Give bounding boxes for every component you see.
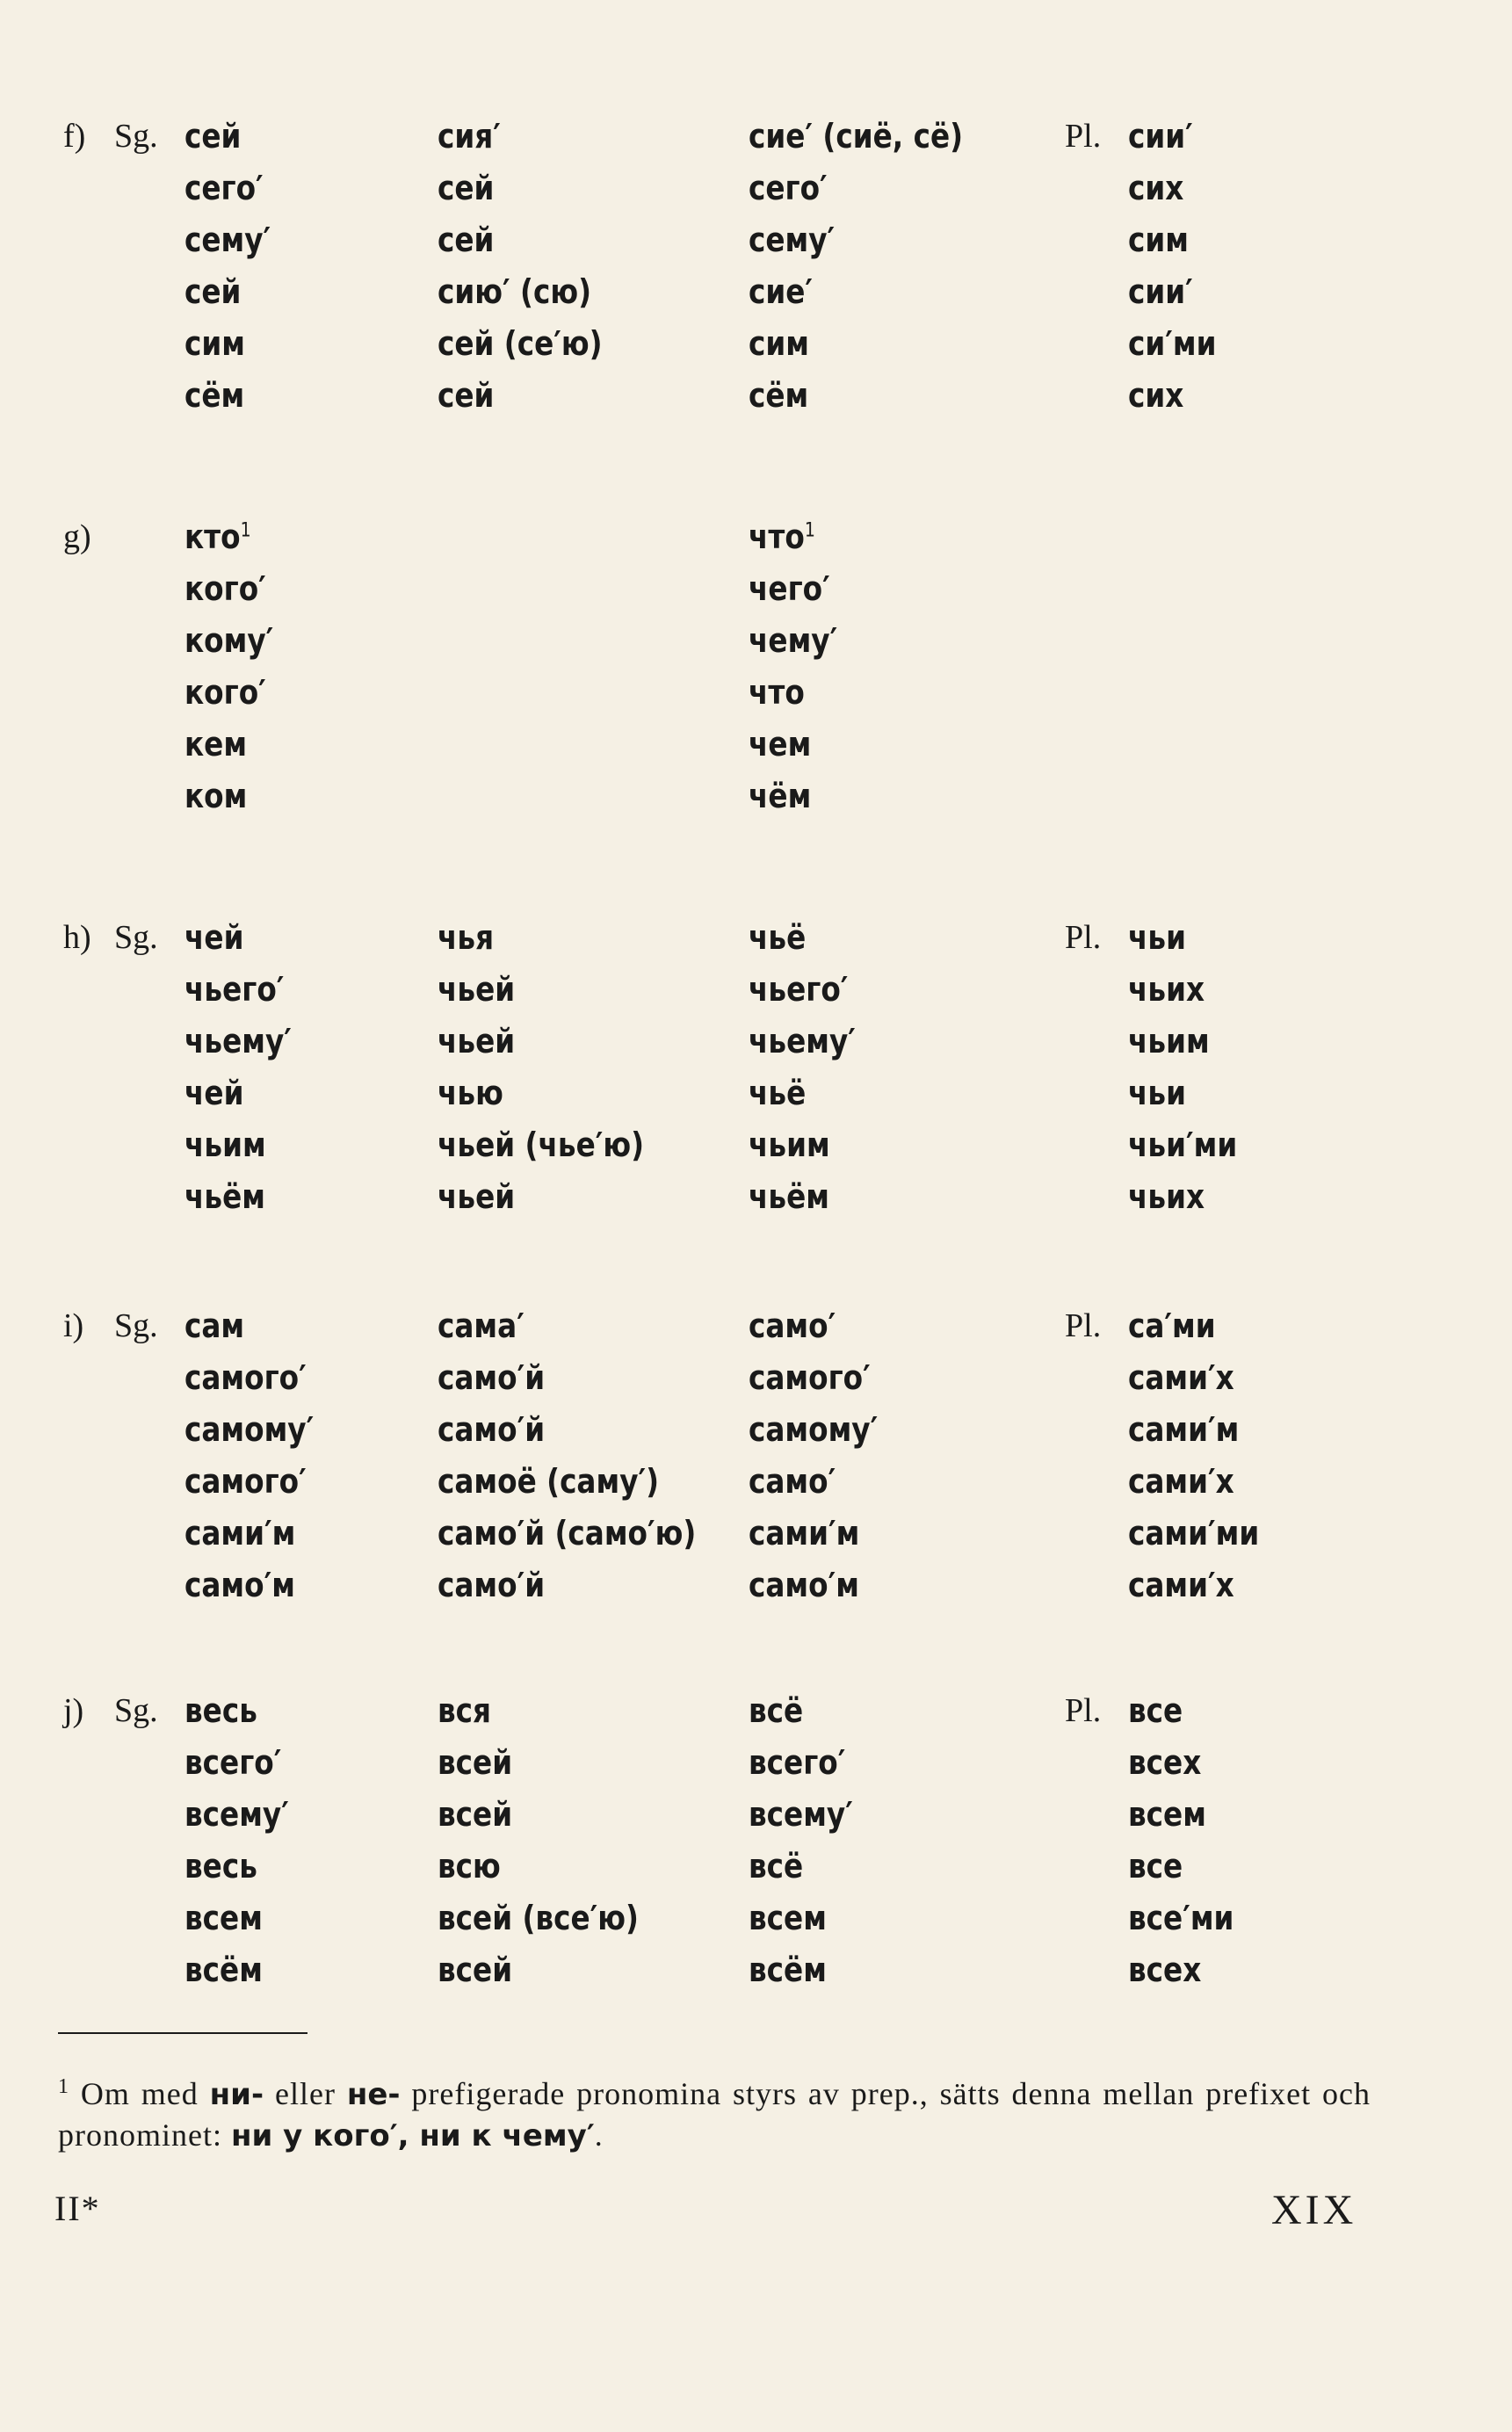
word-cell: сей [438, 169, 495, 207]
word-cell: само′ [749, 1462, 836, 1501]
word-cell: сами′х [1128, 1462, 1234, 1501]
word-cell: что [749, 673, 805, 712]
word-cell: сами′м [749, 1514, 860, 1553]
word-cell: сим [749, 324, 809, 363]
section-marker: g) [63, 518, 91, 555]
page-number: XIX [1271, 2187, 1357, 2233]
word-cell [749, 511, 837, 563]
column-animate [184, 511, 288, 822]
footnote-ref: 1 [240, 519, 251, 542]
word-cell: все′ми [1128, 1899, 1234, 1937]
word-cell: само′й [438, 1410, 546, 1449]
word-cell: чём [749, 777, 812, 815]
word-cell: всей [438, 1795, 513, 1834]
word-cell: кого′ [184, 673, 266, 712]
column-masculine [184, 111, 285, 422]
word-cell: всем [184, 1899, 263, 1937]
word-cell: чьих [1128, 970, 1205, 1009]
word-cell: сей (се′ю) [438, 324, 603, 363]
word-cell: всему′ [749, 1795, 853, 1834]
word-cell: чьё [749, 918, 807, 957]
word-cell: чьим [749, 1126, 830, 1164]
section-marker: h) [63, 919, 91, 956]
word-cell: чью [438, 1074, 503, 1112]
word-cell: самого′ [749, 1358, 871, 1397]
word-cell: чьей [438, 1022, 516, 1060]
column-feminine [438, 912, 677, 1223]
word-cell: сей [184, 117, 242, 156]
word-cell: сами′х [1128, 1566, 1234, 1604]
footnote-text: . [594, 2117, 604, 2153]
plural-label: Pl. [1065, 1692, 1102, 1729]
word-cell: сего′ [749, 169, 828, 207]
word-cell: сию′ (сю) [438, 272, 592, 311]
word-cell: са′ми [1128, 1306, 1216, 1345]
word-cell: чему′ [749, 621, 838, 660]
word-cell: вся [438, 1691, 492, 1730]
column-masculine [184, 1300, 335, 1611]
word-cell: сей [184, 272, 242, 311]
word-cell: самому′ [184, 1410, 315, 1449]
column-neuter [749, 912, 873, 1223]
word-cell: чьему′ [184, 1022, 292, 1060]
word-cell: сих [1128, 376, 1184, 415]
section-marker: i) [63, 1307, 84, 1344]
word-cell: чей [184, 1074, 244, 1112]
word-cell: чей [184, 918, 244, 957]
word-cell: чьим [184, 1126, 266, 1164]
column-inanimate [749, 511, 852, 822]
word-cell: чьём [749, 1177, 829, 1216]
singular-label: Sg. [114, 1307, 158, 1344]
word-cell: чьего′ [749, 970, 849, 1009]
word-cell: всё [749, 1691, 804, 1730]
word-cell: чьих [1128, 1177, 1205, 1216]
plural-label: Pl. [1065, 1307, 1102, 1344]
plural-label: Pl. [1065, 118, 1102, 155]
footnote-mark: 1 [58, 2075, 69, 2098]
column-feminine [438, 1300, 738, 1611]
section-marker: f) [63, 118, 86, 155]
word-cell: все [1128, 1847, 1183, 1886]
word-cell: весь [184, 1847, 257, 1886]
word-cell: чья [438, 918, 495, 957]
column-masculine [184, 1685, 306, 1996]
word-cell: кому′ [184, 621, 274, 660]
column-plural [1128, 1300, 1281, 1611]
word-cell: самого′ [184, 1358, 307, 1397]
column-neuter [749, 1300, 899, 1611]
word-cell: всех [1128, 1743, 1202, 1782]
plural-label: Pl. [1065, 919, 1102, 956]
column-plural [1128, 912, 1255, 1223]
word-cell: всех [1128, 1951, 1202, 1989]
word-cell: чьим [1128, 1022, 1210, 1060]
footnote-russian: ни у кого′, ни к чему′ [230, 2118, 595, 2153]
column-masculine [184, 912, 309, 1223]
word-cell [184, 511, 273, 563]
word-cell: всём [184, 1951, 263, 1989]
word-cell: чего′ [749, 569, 830, 608]
word-cell: чьи [1128, 1074, 1187, 1112]
word-cell: всем [749, 1899, 827, 1937]
word-cell: сих [1128, 169, 1184, 207]
word-cell: сему′ [749, 221, 836, 259]
footnote [58, 2066, 1371, 2156]
footnote-divider [58, 2032, 307, 2034]
singular-label: Sg. [114, 1692, 158, 1729]
word-cell: сама′ [438, 1306, 524, 1345]
word-cell: сего′ [184, 169, 264, 207]
word-cell: сами′м [1128, 1410, 1240, 1449]
word-cell: всё [749, 1847, 804, 1886]
word-cell: ком [184, 777, 248, 815]
column-plural [1128, 1685, 1251, 1996]
word-cell: сами′ми [1128, 1514, 1260, 1553]
column-feminine [438, 1685, 671, 1996]
word-cell: кого′ [184, 569, 266, 608]
word-cell: самоё (саму′) [438, 1462, 660, 1501]
word-cell: весь [184, 1691, 257, 1730]
word-cell: всей (все′ю) [438, 1899, 639, 1937]
word-cell: самого′ [184, 1462, 307, 1501]
footnote-text: eller [274, 2076, 336, 2111]
word-cell: само′й [438, 1566, 546, 1604]
word-cell: чьему′ [749, 1022, 856, 1060]
column-neuter [749, 111, 998, 422]
word-cell: сим [184, 324, 245, 363]
word-cell: чьей [438, 1177, 516, 1216]
word-cell: все [1128, 1691, 1183, 1730]
word-cell: сие′ (сиё, сё) [749, 117, 964, 156]
footnote-russian: ни- [209, 2077, 264, 2112]
singular-label: Sg. [114, 919, 158, 956]
word-cell: чьём [184, 1177, 265, 1216]
word-cell: всего′ [749, 1743, 846, 1782]
section-marker: j) [63, 1692, 84, 1729]
word-cell: сие′ [749, 272, 814, 311]
word-cell: сии′ [1128, 117, 1193, 156]
word-cell: самому′ [749, 1410, 879, 1449]
word-cell: всего′ [184, 1743, 282, 1782]
column-neuter [749, 1685, 870, 1996]
footnote-text: Om med [80, 2076, 199, 2111]
word-cell: всем [1128, 1795, 1206, 1834]
word-cell: всей [438, 1951, 513, 1989]
word-cell: си′ми [1128, 324, 1217, 363]
word-cell: чьей [438, 970, 516, 1009]
word-cell: чьи′ми [1128, 1126, 1238, 1164]
word-cell: сами′м [184, 1514, 296, 1553]
word-cell: сия′ [438, 117, 501, 156]
column-plural [1128, 111, 1231, 422]
word-cell: само′й (само′ю) [438, 1514, 697, 1553]
word-cell: само′ [749, 1306, 836, 1345]
word-cell: чьего′ [184, 970, 285, 1009]
word-cell: сему′ [184, 221, 271, 259]
word-cell: сии′ [1128, 272, 1193, 311]
word-cell: чьё [749, 1074, 807, 1112]
word-text: что [749, 518, 805, 556]
word-cell: сам [184, 1306, 245, 1345]
word-cell: сей [438, 376, 495, 415]
word-cell: сами′х [1128, 1358, 1234, 1397]
word-cell: чьи [1128, 918, 1187, 957]
word-cell: сём [184, 376, 245, 415]
word-cell: само′й [438, 1358, 546, 1397]
footnote-russian: не- [346, 2077, 401, 2112]
word-cell: само′м [749, 1566, 859, 1604]
footnote-text: prefigerade pronomina styrs av prep., sätts denna mellan prefixet och pronominet: [58, 2076, 1371, 2153]
word-cell: само′м [184, 1566, 295, 1604]
word-cell: сей [438, 221, 495, 259]
word-cell: чьей (чье′ю) [438, 1126, 645, 1164]
word-cell: кем [184, 725, 248, 764]
singular-label: Sg. [114, 118, 158, 155]
word-cell: всём [749, 1951, 827, 1989]
word-cell: сём [749, 376, 809, 415]
sheet-signature: II* [54, 2189, 101, 2228]
footnote-ref: 1 [804, 519, 815, 542]
word-cell: всю [438, 1847, 501, 1886]
column-feminine [438, 111, 629, 422]
word-text: кто [184, 518, 241, 556]
word-cell: чем [749, 725, 812, 764]
word-cell: всей [438, 1743, 513, 1782]
word-cell: сим [1128, 221, 1189, 259]
word-cell: всему′ [184, 1795, 289, 1834]
